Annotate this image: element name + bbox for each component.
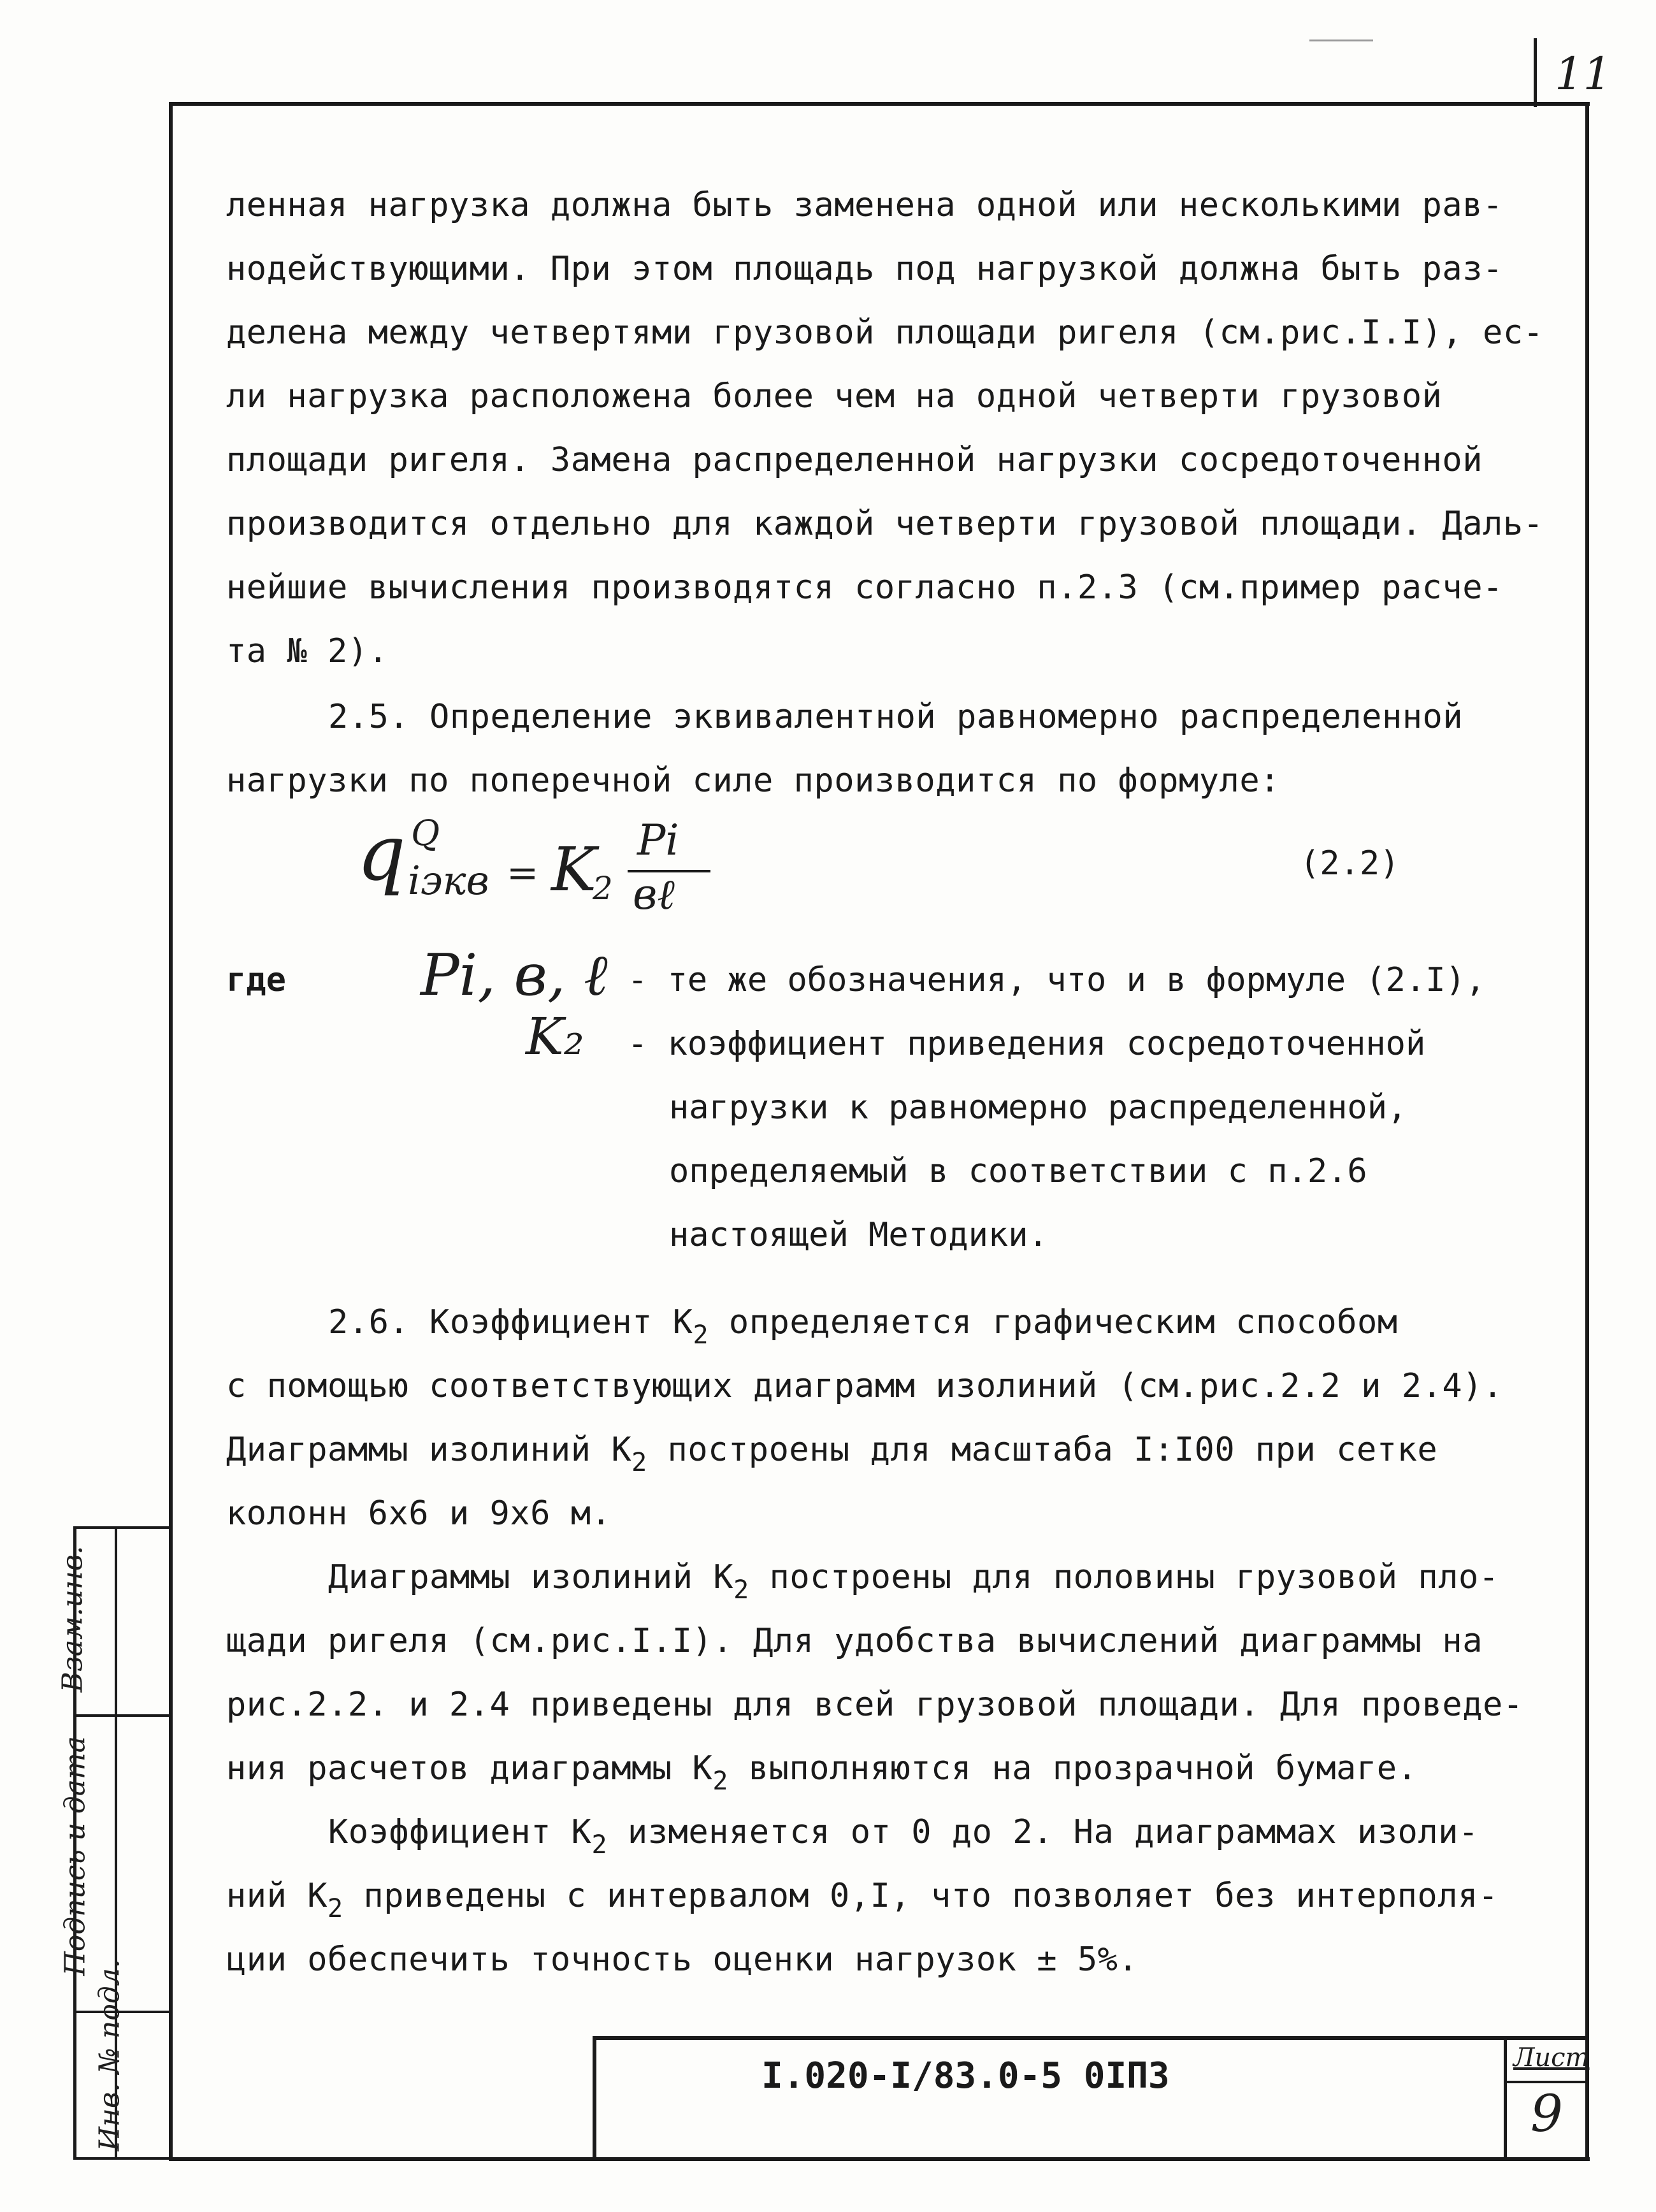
formula-k: K xyxy=(551,835,596,905)
text-line: 2.6. Коэффициент $K_2$ определяется графическим способом xyxy=(328,1303,1398,1350)
formula-q-sub: iэкв xyxy=(408,857,489,904)
text-line: с помощью соответствующих диаграмм изолиний (см.рис.2.2 и 2.4). xyxy=(226,1367,1503,1405)
where-symbols-1: Pi, в, ℓ xyxy=(421,942,608,1009)
formula-k-sub: 2 xyxy=(593,870,613,907)
text-line: делена между четвертями грузовой площади ригеля (см.рис.I.I), ес- xyxy=(226,314,1544,352)
text-line: колонн 6х6 и 9х6 м. xyxy=(226,1494,612,1533)
stamp-signature-label: Подпись и дата xyxy=(59,1736,92,1976)
formula-number: (2.2) xyxy=(1300,844,1400,883)
text-line: площади ригеля. Замена распределенной нагрузки сосредоточенной xyxy=(226,441,1483,479)
title-block-left xyxy=(593,2036,596,2160)
stamp-inventory-label: Инв. № подл. xyxy=(93,1959,126,2151)
text-line: Диаграммы изолиний $K_2$ построены для масштаба I:I00 при сетке xyxy=(226,1431,1438,1477)
formula-denominator: вℓ xyxy=(633,870,675,919)
text-line: ции обеспечить точность оценки нагрузок ± 5%. xyxy=(226,1941,1139,1979)
where-desc-1: - те же обозначения, что и в формуле (2.I), xyxy=(628,961,1486,999)
text-line: нейшие вычисления производятся согласно п.2.3 (см.пример расче- xyxy=(226,568,1503,607)
top-tick xyxy=(1309,40,1373,41)
title-block-sheet-hline xyxy=(1504,2081,1587,2083)
text-line: ленная нагрузка должна быть заменена одной или несколькими рав- xyxy=(226,186,1503,224)
text-line: ли нагрузка расположена более чем на одной четверти грузовой xyxy=(226,377,1443,416)
text-line: нодействующими. При этом площадь под нагрузкой должна быть раз- xyxy=(226,250,1503,288)
text-line: нагрузки по поперечной силе производится по формуле: xyxy=(226,762,1280,800)
text-line: та № 2). xyxy=(226,632,389,670)
stamp-replace-label: Взам.инв. xyxy=(56,1545,89,1693)
text-line: Диаграммы изолиний $K_2$ построены для половины грузовой пло- xyxy=(328,1558,1499,1605)
where-label: где xyxy=(226,961,286,999)
side-stamp-hline xyxy=(73,1714,170,1717)
sheet-number: 9 xyxy=(1530,2084,1563,2143)
sheet-label: Лист xyxy=(1513,2043,1590,2072)
side-stamp-top xyxy=(73,1526,170,1529)
where-desc-2: - коэффициент приведения сосредоточенной xyxy=(628,1025,1426,1063)
where-desc-2: определяемый в соответствии с п.2.6 xyxy=(669,1152,1367,1190)
document-code: I.020-I/83.0-5 0IПЗ xyxy=(761,2055,1170,2097)
where-desc-2: нагрузки к равномерно распределенной, xyxy=(669,1088,1408,1127)
text-line: ний $K_2$ приведены с интервалом 0,I, что позволяет без интерполя- xyxy=(226,1877,1499,1923)
text-line: Коэффициент $K_2$ изменяется от 0 до 2. На диаграммах изоли- xyxy=(328,1813,1479,1860)
side-stamp-bottom xyxy=(73,2157,170,2160)
text-line: ния расчетов диаграммы $K_2$ выполняются на прозрачной бумаге. xyxy=(226,1749,1418,1796)
header-divider xyxy=(1534,38,1537,107)
text-line: щади ригеля (см.рис.I.I). Для удобства вычислений диаграммы на xyxy=(226,1622,1483,1660)
title-block-sheet-divider xyxy=(1504,2036,1507,2160)
formula-eq: = xyxy=(507,851,539,895)
page-number-handwritten: 11 xyxy=(1555,48,1612,100)
where-symbol-k2: K₂ xyxy=(526,1007,584,1066)
formula-q: q xyxy=(357,809,406,898)
formula-numerator: Pi xyxy=(637,816,679,865)
text-line: 2.5. Определение эквивалентной равномерно распределенной xyxy=(328,698,1464,736)
frame-top xyxy=(169,102,1590,106)
frame-left xyxy=(169,102,173,2160)
formula-q-sup: Q xyxy=(411,813,440,853)
text-line: производится отдельно для каждой четверти грузовой площади. Даль- xyxy=(226,505,1544,543)
text-line: рис.2.2. и 2.4 приведены для всей грузовой площади. Для проведе- xyxy=(226,1686,1523,1724)
frame-bottom xyxy=(169,2157,1590,2161)
title-block-top xyxy=(593,2036,1587,2040)
where-desc-2: настоящей Методики. xyxy=(669,1216,1048,1254)
